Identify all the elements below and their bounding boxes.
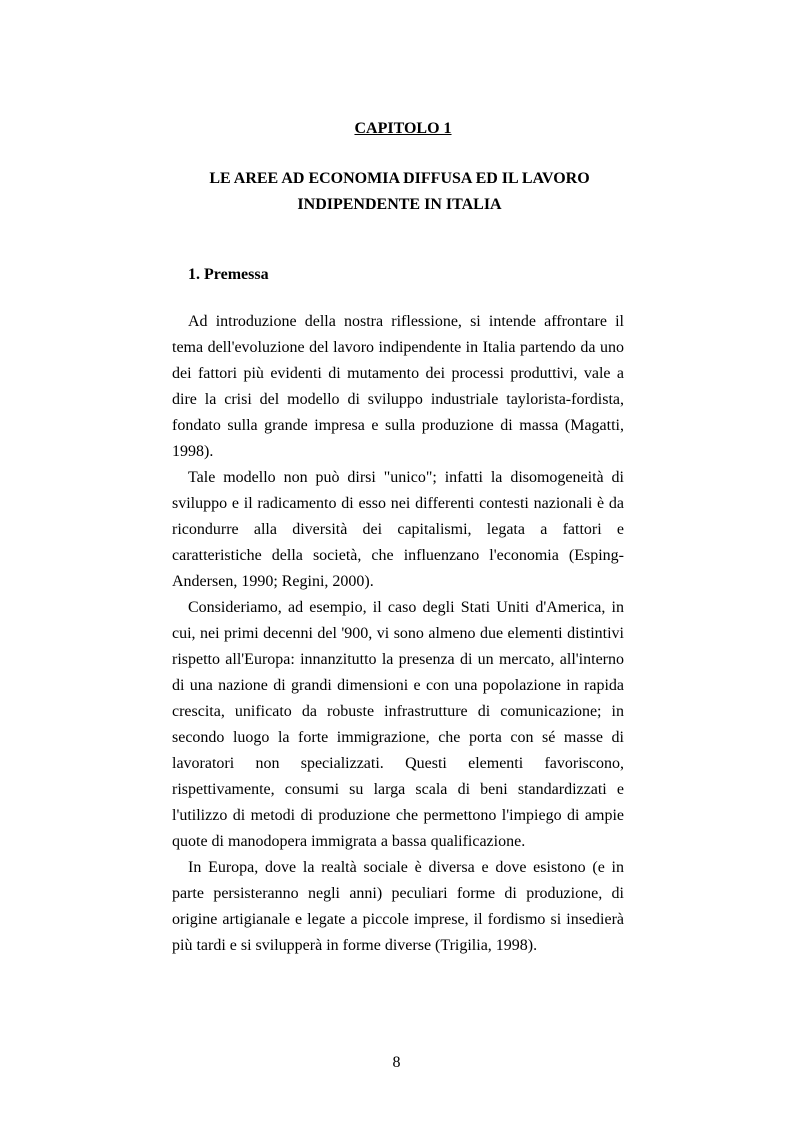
chapter-title-line-1: LE AREE AD ECONOMIA DIFFUSA ED IL LAVORO — [209, 170, 590, 187]
chapter-label: CAPITOLO 1 — [354, 120, 452, 137]
paragraph: Tale modello non può dirsi "unico"; infatti la disomogeneità di sviluppo e il radicamento di esso nei differenti contesti nazionali è da ricondurre alla diversità dei capitalismi, legata a fattori e caratteristiche della società, che influenzano l'economia (Esping-Andersen, 1990; Regini, 2000). — [172, 469, 624, 590]
paragraph: Consideriamo, ad esempio, il caso degli Stati Uniti d'America, in cui, nei primi decenni del '900, vi sono almeno due elementi distintivi rispetto all'Europa: innanzitutto la presenza di un mercato, all'interno di una nazione di grandi dimensioni e con una popolazione in rapida crescita, unificato da robuste infrastrutture di comunicazione; in secondo luogo la forte immigrazione, che porta con sé masse di lavoratori non specializzati. Questi elementi favoriscono, rispettivamente, consumi su larga scala di beni standardizzati e l'utilizzo di metodi di produzione che permettono l'impiego di ampie quote di manodopera immigrata a bassa qualificazione. — [172, 599, 624, 850]
paragraph: In Europa, dove la realtà sociale è diversa e dove esistono (e in parte persisteranno negli anni) peculiari forme di produzione, di origine artigianale e legate a piccole imprese, il fordismo si insedierà più tardi e si svilupperà in forme diverse (Trigilia, 1998). — [172, 859, 624, 954]
chapter-title — [172, 166, 627, 218]
paragraph: Ad introduzione della nostra riflessione, si intende affrontare il tema dell'evoluzione del lavoro indipendente in Italia partendo da uno dei fattori più evidenti di mutamento dei processi produttivi, vale a dire la crisi del modello di sviluppo industriale taylorista-fordista, fondato sulla grande impresa e sulla produzione di massa (Magatti, 1998). — [172, 313, 624, 460]
page-number: 8 — [392, 1054, 401, 1071]
chapter-title-line-2: INDIPENDENTE IN ITALIA — [297, 196, 502, 213]
body-text — [172, 309, 624, 959]
section-heading: 1. Premessa — [188, 266, 269, 283]
